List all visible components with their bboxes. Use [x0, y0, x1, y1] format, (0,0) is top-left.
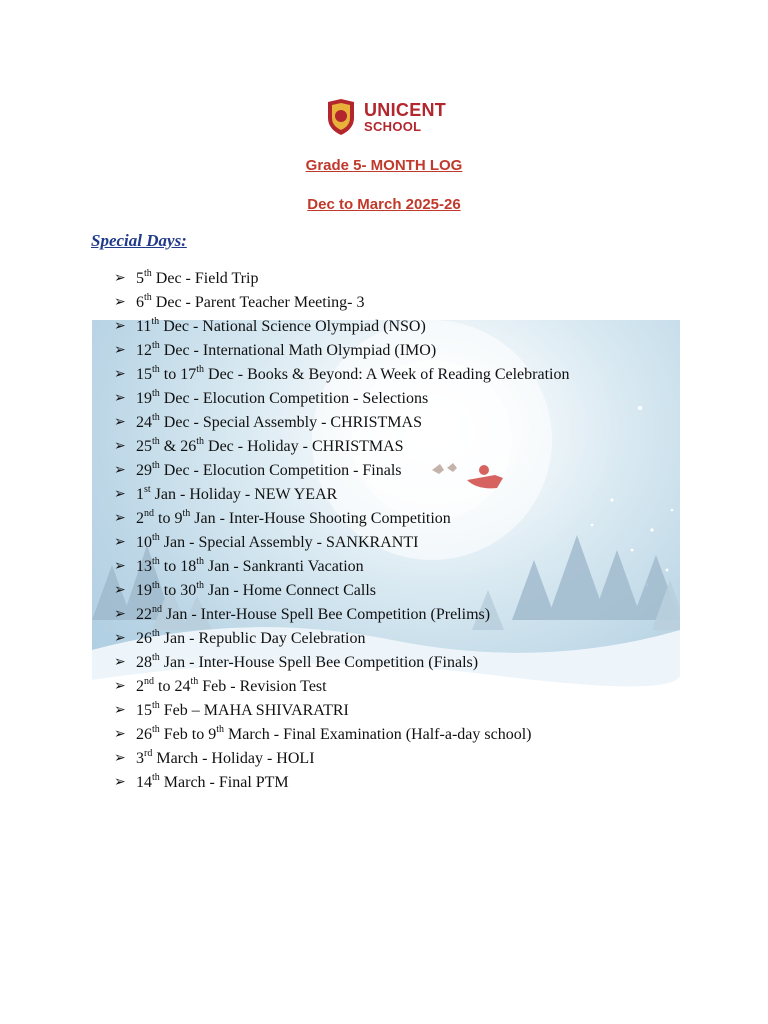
section-heading: Special Days:	[91, 231, 187, 250]
ordinal-suffix: th	[152, 411, 160, 423]
event-text-segment: 19	[136, 390, 152, 407]
event-text-segment: March - Final Examination (Half-a-day school)	[224, 726, 532, 743]
ordinal-suffix: rd	[144, 747, 153, 759]
arrow-bullet-icon: ➢	[114, 679, 126, 694]
ordinal-suffix: nd	[144, 675, 154, 687]
ordinal-suffix: th	[152, 435, 160, 447]
ordinal-suffix: th	[152, 771, 160, 783]
event-item	[114, 603, 569, 627]
event-text	[136, 339, 436, 363]
event-text	[136, 411, 422, 435]
event-item	[114, 723, 569, 747]
event-item	[114, 411, 569, 435]
event-item	[114, 459, 569, 483]
event-text-segment: to 9	[154, 510, 183, 527]
event-text-segment: Feb to 9	[159, 726, 217, 743]
arrow-bullet-icon: ➢	[114, 583, 126, 598]
event-text	[136, 435, 404, 459]
event-text-segment: Feb – MAHA SHIVARATRI	[159, 702, 349, 719]
event-text-segment: 26	[136, 630, 152, 647]
arrow-bullet-icon: ➢	[114, 463, 126, 478]
arrow-bullet-icon: ➢	[114, 775, 126, 790]
event-text	[136, 531, 418, 555]
event-item	[114, 291, 569, 315]
event-text-segment: Jan - Home Connect Calls	[204, 582, 376, 599]
event-text	[136, 699, 349, 723]
school-logo	[326, 99, 446, 135]
event-text-segment: 15	[136, 702, 152, 719]
arrow-bullet-icon: ➢	[114, 295, 126, 310]
event-item	[114, 507, 569, 531]
ordinal-suffix: th	[152, 387, 160, 399]
event-text	[136, 579, 376, 603]
arrow-bullet-icon: ➢	[114, 511, 126, 526]
event-text	[136, 651, 478, 675]
arrow-bullet-icon: ➢	[114, 727, 126, 742]
ordinal-suffix: th	[196, 555, 205, 567]
event-text	[136, 363, 569, 387]
event-text-segment: 25	[136, 438, 152, 455]
event-text-segment: 3	[136, 750, 144, 767]
event-item	[114, 267, 569, 291]
event-text-segment: March - Final PTM	[159, 774, 289, 791]
event-text-segment: to 18	[159, 558, 197, 575]
ordinal-suffix: nd	[144, 507, 154, 519]
event-text-segment: 28	[136, 654, 152, 671]
ordinal-suffix: th	[152, 531, 160, 543]
arrow-bullet-icon: ➢	[114, 439, 126, 454]
ordinal-suffix: st	[144, 483, 151, 495]
ordinal-suffix: th	[152, 555, 160, 567]
logo-name: UNICENT	[364, 100, 447, 120]
event-text-segment: Jan - Inter-House Shooting Competition	[190, 510, 451, 527]
event-text-segment: 11	[136, 318, 152, 335]
events-list	[114, 267, 569, 795]
ordinal-suffix: th	[152, 627, 160, 639]
arrow-bullet-icon: ➢	[114, 607, 126, 622]
event-text	[136, 771, 289, 795]
event-text-segment: Dec - International Math Olympiad (IMO)	[159, 342, 437, 359]
event-item	[114, 531, 569, 555]
event-text-segment: to 30	[159, 582, 197, 599]
arrow-bullet-icon: ➢	[114, 343, 126, 358]
event-text-segment: 5	[136, 270, 144, 287]
event-text-segment: 2	[136, 678, 144, 695]
event-item	[114, 315, 569, 339]
event-text-segment: to 17	[159, 366, 197, 383]
event-text-segment: Dec - Books & Beyond: A Week of Reading Celebration	[204, 366, 570, 383]
ordinal-suffix: th	[190, 675, 199, 687]
event-text-segment: 10	[136, 534, 152, 551]
page-subtitle: Dec to March 2025-26	[307, 196, 461, 213]
ordinal-suffix: th	[196, 363, 205, 375]
logo-subtitle: SCHOOL	[364, 119, 422, 134]
event-text-segment: & 26	[159, 438, 197, 455]
event-text	[136, 483, 337, 507]
event-text-segment: 29	[136, 462, 152, 479]
event-text-segment: 13	[136, 558, 152, 575]
event-item	[114, 435, 569, 459]
event-text-segment: Jan - Republic Day Celebration	[159, 630, 366, 647]
ordinal-suffix: th	[152, 363, 160, 375]
event-text-segment: Jan - Holiday - NEW YEAR	[150, 486, 338, 503]
arrow-bullet-icon: ➢	[114, 319, 126, 334]
event-text-segment: Jan - Inter-House Spell Bee Competition (Prelims)	[162, 606, 491, 623]
ordinal-suffix: th	[144, 267, 152, 279]
event-text-segment: Feb - Revision Test	[198, 678, 327, 695]
event-text-segment: Dec - Field Trip	[151, 270, 259, 287]
event-text	[136, 747, 315, 771]
event-text-segment: March - Holiday - HOLI	[152, 750, 315, 767]
ordinal-suffix: th	[216, 723, 225, 735]
event-text-segment: Jan - Special Assembly - SANKRANTI	[159, 534, 419, 551]
event-text-segment: 12	[136, 342, 152, 359]
event-text	[136, 507, 451, 531]
event-item	[114, 699, 569, 723]
event-item	[114, 339, 569, 363]
ordinal-suffix: th	[182, 507, 191, 519]
arrow-bullet-icon: ➢	[114, 415, 126, 430]
event-text-segment: Dec - Holiday - CHRISTMAS	[204, 438, 404, 455]
ordinal-suffix: th	[152, 699, 160, 711]
event-text	[136, 603, 490, 627]
ordinal-suffix: th	[152, 651, 160, 663]
event-item	[114, 387, 569, 411]
ordinal-suffix: th	[152, 339, 160, 351]
event-text-segment: Jan - Inter-House Spell Bee Competition (Finals)	[159, 654, 479, 671]
event-text-segment: 1	[136, 486, 144, 503]
arrow-bullet-icon: ➢	[114, 655, 126, 670]
ordinal-suffix: th	[144, 291, 152, 303]
event-text	[136, 459, 402, 483]
event-text-segment: 22	[136, 606, 152, 623]
event-item	[114, 363, 569, 387]
ordinal-suffix: th	[196, 579, 205, 591]
event-text-segment: Dec - Special Assembly - CHRISTMAS	[159, 414, 422, 431]
school-crest-icon	[326, 99, 356, 135]
page-title: Grade 5- MONTH LOG	[305, 157, 463, 174]
event-item	[114, 483, 569, 507]
ordinal-suffix: th	[151, 315, 160, 327]
event-item	[114, 771, 569, 795]
event-text-segment: 2	[136, 510, 144, 527]
event-text	[136, 723, 531, 747]
event-text	[136, 291, 365, 315]
event-text-segment: 15	[136, 366, 152, 383]
event-text-segment: Dec - Elocution Competition - Selections	[159, 390, 429, 407]
event-text-segment: to 24	[154, 678, 191, 695]
arrow-bullet-icon: ➢	[114, 703, 126, 718]
event-text-segment: 14	[136, 774, 152, 791]
event-item	[114, 651, 569, 675]
event-item	[114, 555, 569, 579]
event-text-segment: Dec - National Science Olympiad (NSO)	[159, 318, 426, 335]
event-text	[136, 267, 258, 291]
event-text	[136, 555, 364, 579]
event-text	[136, 387, 428, 411]
event-text	[136, 315, 426, 339]
ordinal-suffix: th	[152, 579, 160, 591]
event-item	[114, 579, 569, 603]
event-text-segment: 24	[136, 414, 152, 431]
event-text-segment: Jan - Sankranti Vacation	[204, 558, 364, 575]
event-text	[136, 675, 327, 699]
arrow-bullet-icon: ➢	[114, 631, 126, 646]
event-text-segment: 26	[136, 726, 152, 743]
arrow-bullet-icon: ➢	[114, 751, 126, 766]
ordinal-suffix: th	[196, 435, 205, 447]
event-item	[114, 747, 569, 771]
event-text-segment: Dec - Elocution Competition - Finals	[159, 462, 402, 479]
arrow-bullet-icon: ➢	[114, 271, 126, 286]
arrow-bullet-icon: ➢	[114, 391, 126, 406]
event-text-segment: 6	[136, 294, 144, 311]
event-text-segment: 19	[136, 582, 152, 599]
event-item	[114, 627, 569, 651]
event-text-segment: Dec - Parent Teacher Meeting- 3	[151, 294, 365, 311]
ordinal-suffix: th	[152, 723, 160, 735]
arrow-bullet-icon: ➢	[114, 367, 126, 382]
event-item	[114, 675, 569, 699]
event-text	[136, 627, 366, 651]
arrow-bullet-icon: ➢	[114, 487, 126, 502]
arrow-bullet-icon: ➢	[114, 559, 126, 574]
ordinal-suffix: nd	[152, 603, 162, 615]
arrow-bullet-icon: ➢	[114, 535, 126, 550]
ordinal-suffix: th	[152, 459, 160, 471]
